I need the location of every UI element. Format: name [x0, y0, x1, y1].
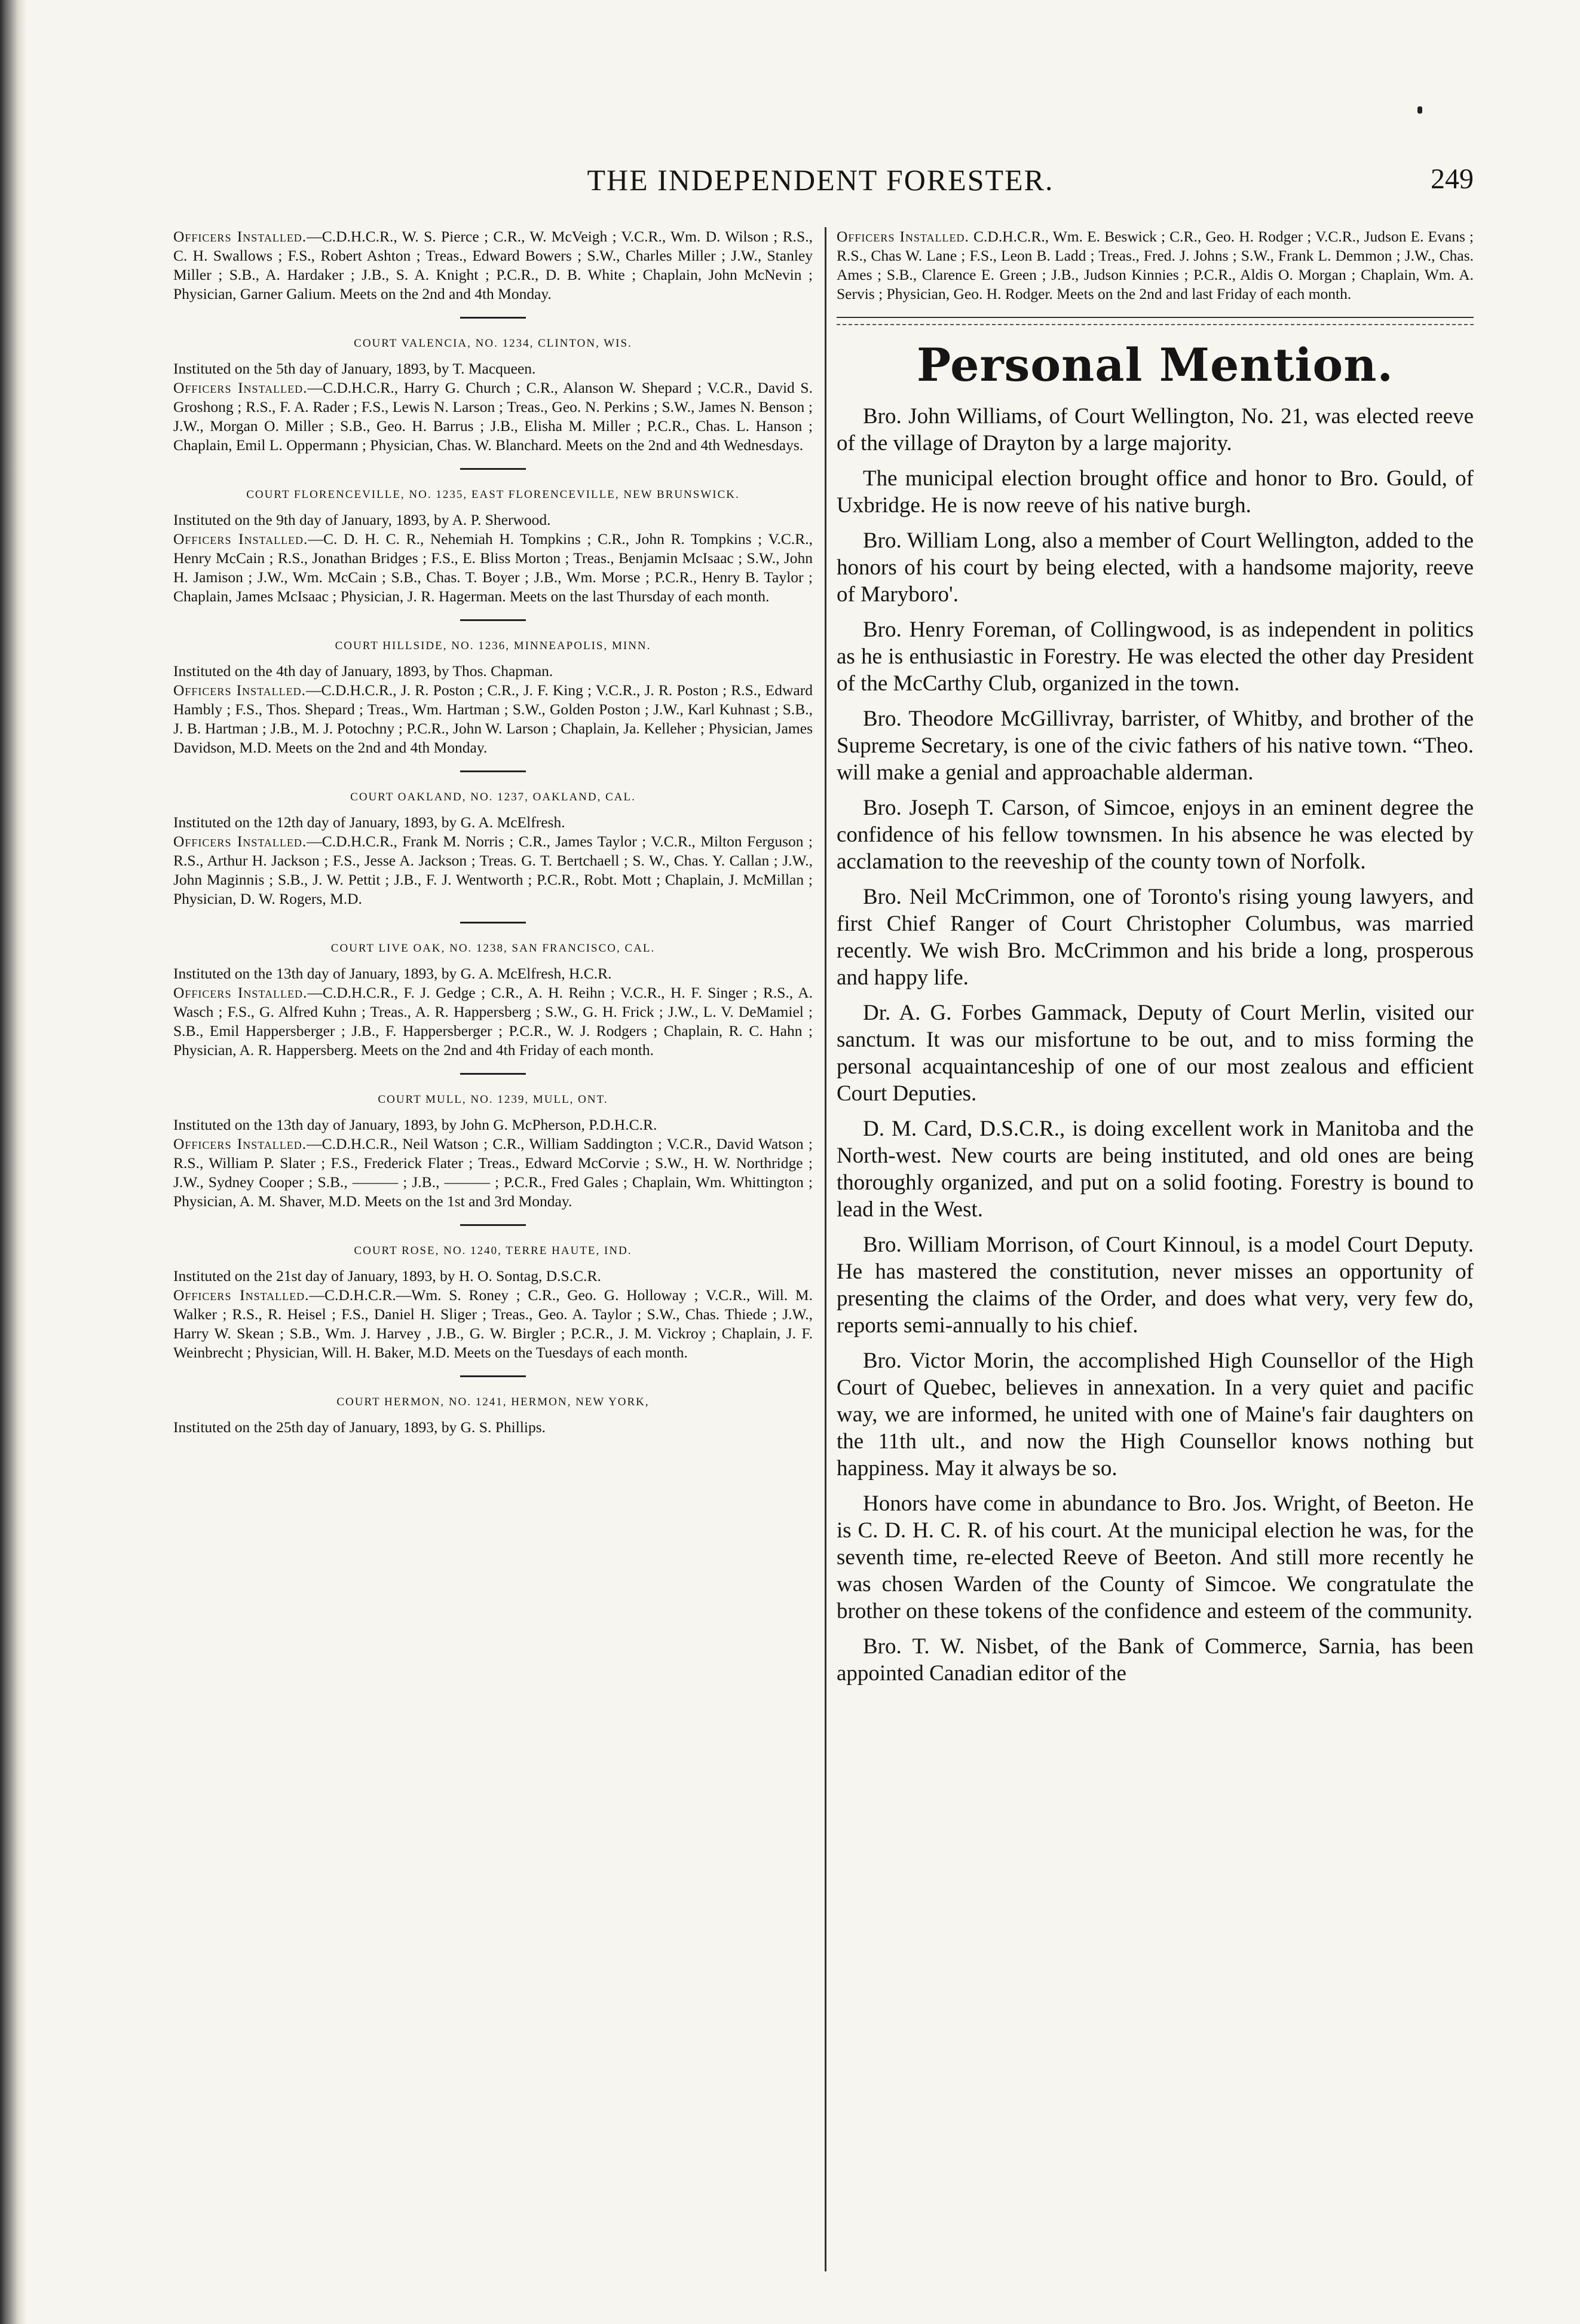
personal-mention-item: Bro. Theodore McGillivray, barrister, of Whitby, and brother of the Supreme Secretary, is one of the civic fathers of his native town. “Theo. will make a genial and approachable alderman.: [837, 707, 1474, 785]
officers-label: Officers Installed.: [173, 530, 308, 548]
court-entry: [173, 485, 813, 606]
officers-label: Officers Installed.: [173, 833, 307, 850]
court-heading: COURT ROSE, NO. 1240, TERRE HAUTE, IND.: [354, 1244, 632, 1257]
court-instituted: Instituted on the 12th day of January, 1893, by G. A. McElfresh.: [173, 814, 565, 831]
court-heading: COURT LIVE OAK, NO. 1238, SAN FRANCISCO, CAL.: [330, 942, 656, 955]
officers-label: Officers Installed.: [173, 681, 306, 699]
court-officers-text: [173, 227, 813, 304]
officers-list: —C.D.H.C.R., Harry G. Church ; C.R., Alanson W. Shepard ; V.C.R., David S. Groshong ; R.S., F. A. Rader ; F.S., Lewis N. Larson ; Treas., Geo. N. Perkins ; S.W., James N. Benson ; J.W., Morgan O. Miller ; S.B., Geo. H. Barrus ; J.B., Elisha M. Miller ; P.C.R., Chas. L. Hanson ; Chaplain, Emil L. Oppermann ; Physician, Chas. W. Blanchard. Meets on the 2nd and 4th Wednesdays.: [173, 379, 813, 454]
officers-list: —C.D.H.C.R., W. S. Pierce ; C.R., W. McVeigh ; V.C.R., Wm. D. Wilson ; R.S., C. H. Swallows ; F.S., Robert Ashton ; Treas., Edward Bowers ; S.W., Charles Miller ; J.W., Stanley Miller ; S.B., A. Hardaker ; J.B., S. A. Knight ; P.C.R., D. B. White ; Chaplain, John McNevin ; Physician, Garner Galium. Meets on the 2nd and 4th Monday.: [173, 228, 813, 302]
personal-mention-item: Dr. A. G. Forbes Gammack, Deputy of Court Merlin, visited our sanctum. It was our misfortune to be out, and to miss forming the personal acquaintanceship of one of our most zealous and efficient Court Deputies.: [837, 1001, 1474, 1106]
personal-mention-item: Bro. T. W. Nisbet, of the Bank of Commerce, Sarnia, has been appointed Canadian editor of the: [837, 1634, 1474, 1686]
page-number: 249: [1431, 163, 1474, 195]
court-entry: [173, 939, 813, 1060]
officers-label: Officers Installed.: [173, 984, 308, 1001]
running-head: [167, 163, 1474, 210]
officers-list: —C.D.H.C.R., Neil Watson ; C.R., William Saddington ; V.C.R., David Watson ; R.S., William P. Slater ; F.S., Frederick Flater ; Treas., Edward McCorvie ; S.W., H. W. Northridge ; J.W., Sydney Cooper ; S.B., ——— ; J.B., ——— ; P.C.R., Fred Gales ; Chaplain, Wm. Whittington ; Physician, A. M. Shaver, M.D. Meets on the 1st and 3rd Monday.: [173, 1135, 813, 1210]
personal-mention-item: Bro. Victor Morin, the accomplished High Counsellor of the High Court of Quebec, believes in annexation. In a very quiet and pacific way, we are informed, he united with one of Maine's fair daughters on the 11th ult., and now the High Counsellor knows nothing but happiness. May it always be so.: [837, 1348, 1474, 1481]
court-instituted: Instituted on the 13th day of January, 1893, by G. A. McElfresh, H.C.R.: [173, 965, 612, 982]
officers-label: Officers Installed.: [173, 228, 307, 245]
court-instituted: Instituted on the 4th day of January, 1893, by Thos. Chapman.: [173, 662, 553, 680]
court-heading: COURT FLORENCEVILLE, NO. 1235, EAST FLORENCEVILLE, NEW BRUNSWICK.: [246, 488, 740, 501]
personal-mention-item: Bro. Joseph T. Carson, of Simcoe, enjoys in an eminent degree the confidence of his fellow townsmen. In his absence he was elected by acclamation to the reeveship of the county town of Norfolk.: [837, 796, 1474, 874]
court-heading: COURT MULL, NO. 1239, MULL, ONT.: [378, 1093, 608, 1106]
section-rule: [460, 317, 526, 319]
right-column: [837, 227, 1474, 1695]
court-entry: [173, 637, 813, 757]
court-heading: COURT HILLSIDE, NO. 1236, MINNEAPOLIS, MINN.: [335, 640, 651, 652]
court-officers-text: [173, 681, 813, 757]
court-officers-text: [173, 378, 813, 455]
court-entry: [173, 334, 813, 455]
section-rule: [460, 770, 526, 772]
section-title: Personal Mention.: [917, 338, 1394, 392]
court-instituted: Instituted on the 13th day of January, 1893, by John G. McPherson, P.D.H.C.R.: [173, 1116, 657, 1133]
court-officers-text: [173, 983, 813, 1060]
page-title: THE INDEPENDENT FORESTER.: [587, 163, 1054, 197]
officers-label: Officers Installed.: [173, 1286, 310, 1304]
court-entry: [173, 1241, 813, 1362]
court-instituted: Instituted on the 25th day of January, 1893, by G. S. Phillips.: [173, 1418, 546, 1436]
personal-mention-item: Bro. William Long, also a member of Court Wellington, added to the honors of his court by being elected, with a handsome majority, reeve of Maryboro'.: [837, 528, 1474, 607]
section-rule: [460, 468, 526, 470]
column-divider: [825, 227, 826, 2271]
section-rule: [460, 1073, 526, 1075]
officers-label: Officers Installed.: [173, 1135, 307, 1152]
section-rule: [460, 1224, 526, 1226]
court-heading: COURT VALENCIA, NO. 1234, CLINTON, WIS.: [354, 337, 632, 350]
court-officers-text: [173, 1135, 813, 1211]
court-entry: [173, 1393, 813, 1437]
personal-mention-item: Honors have come in abundance to Bro. Jos. Wright, of Beeton. He is C. D. H. C. R. of his court. At the municipal election he was, for the seventh time, re-elected Reeve of Beeton. And still more recently he was chosen Warden of the County of Simcoe. We congratulate the brother on these tokens of the confidence and esteem of the community.: [837, 1491, 1474, 1623]
court-heading: COURT HERMON, NO. 1241, HERMON, NEW YORK,: [336, 1396, 650, 1408]
court-officers-text: [173, 832, 813, 909]
section-double-rule: [837, 317, 1474, 325]
court-entry: [173, 1090, 813, 1211]
court-instituted: Instituted on the 5th day of January, 1893, by T. Macqueen.: [173, 360, 536, 377]
officers-list: —C.D.H.C.R.—Wm. S. Roney ; C.R., Geo. G. Holloway ; V.C.R., Will. M. Walker ; R.S., R. Heisel ; F.S., Daniel H. Sliger ; Treas., Geo. A. Taylor ; S.W., Chas. Thiede ; J.W., Harry W. Skean ; S.B., Wm. J. Harvey , J.B., G. W. Birgler ; P.C.R., J. M. Vickroy ; Chaplain, J. F. Weinbrecht ; Physician, Will. H. Baker, M.D. Meets on the Tuesdays of each month.: [173, 1286, 813, 1361]
personal-mention-item: Bro. John Williams, of Court Wellington, No. 21, was elected reeve of the village of Drayton by a large majority.: [837, 404, 1474, 455]
court-officers-text: [837, 227, 1474, 304]
personal-mention-item: Bro. William Morrison, of Court Kinnoul, is a model Court Deputy. He has mastered the constitution, never misses an opportunity of presenting the claims of the Order, and does what very, very few do, reports semi-annually to his chief.: [837, 1233, 1474, 1338]
court-entry: [837, 227, 1474, 304]
section-rule: [460, 922, 526, 924]
officers-label: Officers Installed.: [173, 379, 308, 396]
personal-mention-item: Bro. Henry Foreman, of Collingwood, is as independent in politics as he is enthusiastic in Forestry. He was elected the other day President of the McCarthy Club, organized in the town.: [837, 617, 1474, 696]
officers-list: —C.D.H.C.R., J. R. Poston ; C.R., J. F. King ; V.C.R., J. R. Poston ; R.S., Edward Hambly ; F.S., Thos. Shepard ; Treas., Wm. Hartman ; S.W., Golden Poston ; J.W., Karl Kuhnast ; S.B., J. B. Hartman ; J.B., M. J. Potochny ; P.C.R., John W. Larson ; Chaplain, Ja. Kelleher ; Physician, James Davidson, M.D. Meets on the 2nd and 4th Monday.: [173, 681, 813, 756]
court-entry: [173, 227, 813, 304]
court-entry: [173, 788, 813, 909]
section-rule: [460, 1375, 526, 1377]
court-instituted: Instituted on the 21st day of January, 1893, by H. O. Sontag, D.S.C.R.: [173, 1267, 601, 1285]
court-heading: COURT OAKLAND, NO. 1237, OAKLAND, CAL.: [350, 791, 636, 803]
left-column: [173, 227, 813, 1450]
court-instituted: Instituted on the 9th day of January, 1893, by A. P. Sherwood.: [173, 511, 551, 528]
officers-list: —C. D. H. C. R., Nehemiah H. Tompkins ; C.R., John R. Tompkins ; V.C.R., Henry McCain ; R.S., Jonathan Bridges ; F.S., E. Bliss Morton ; Treas., Benjamin McIsaac ; S.W., John H. Jamison ; J.W., Wm. McCain ; S.B., Chas. T. Boyer ; J.B., Wm. Morse ; P.C.R., Henry B. Taylor ; Chaplain, James McIsaac ; Physician, J. R. Hagerman. Meets on the last Thursday of each month.: [173, 530, 813, 605]
officers-label: Officers Installed.: [837, 228, 969, 245]
officers-list: —C.D.H.C.R., Frank M. Norris ; C.R., James Taylor ; V.C.R., Milton Ferguson ; R.S., Arthur H. Jackson ; F.S., Jesse A. Jackson ; Treas. G. T. Bertchaell ; S. W., Chas. Y. Callan ; J.W., John Maginnis ; S.B., J. W. Pettit ; J.B., F. J. Wentworth ; P.C.R., Robt. Mott ; Chaplain, J. McMillan ; Physician, D. W. Rogers, M.D.: [173, 833, 813, 907]
officers-list: —C.D.H.C.R., F. J. Gedge ; C.R., A. H. Reihn ; V.C.R., H. F. Singer ; R.S., A. Wasch ; F.S., G. Alfred Kuhn ; Treas., A. R. Happersberg ; S.W., G. H. Frick ; J.W., L. V. DeMamiel ; S.B., Emil Happersberger ; J.B., F. Happersberger ; P.C.R., W. J. Rodgers ; Chaplain, R. C. Hahn ; Physician, A. R. Happersberg. Meets on the 2nd and 4th Friday of each month.: [173, 984, 813, 1059]
personal-mention-item: D. M. Card, D.S.C.R., is doing excellent work in Manitoba and the North-west. New courts are being instituted, and old ones are being thoroughly organized, and put on a solid footing. Forestry is bound to lead in the West.: [837, 1117, 1474, 1222]
ink-speck: [1417, 106, 1422, 114]
officers-list: C.D.H.C.R., Wm. E. Beswick ; C.R., Geo. H. Rodger ; V.C.R., Judson E. Evans ; R.S., Chas W. Lane ; F.S., Leon B. Ladd ; Treas., Fred. J. Johns ; S.W., Frank L. Demmon ; J.W., Chas. Ames ; S.B., Clarence E. Green ; J.B., Judson Kinnies ; P.C.R., Aldis O. Morgan ; Chaplain, Wm. A. Servis ; Physician, Geo. H. Rodger. Meets on the 2nd and last Friday of each month.: [837, 228, 1474, 302]
personal-mention-item: Bro. Neil McCrimmon, one of Toronto's rising young lawyers, and first Chief Ranger of Court Christopher Columbus, was married recently. We wish Bro. McCrimmon and his bride a long, prosperous and happy life.: [837, 885, 1474, 990]
court-officers-text: [173, 1286, 813, 1362]
personal-mention-item: The municipal election brought office and honor to Bro. Gould, of Uxbridge. He is now reeve of his native burgh.: [837, 466, 1474, 518]
binding-edge: [0, 0, 26, 2324]
section-rule: [460, 619, 526, 621]
court-officers-text: [173, 530, 813, 606]
